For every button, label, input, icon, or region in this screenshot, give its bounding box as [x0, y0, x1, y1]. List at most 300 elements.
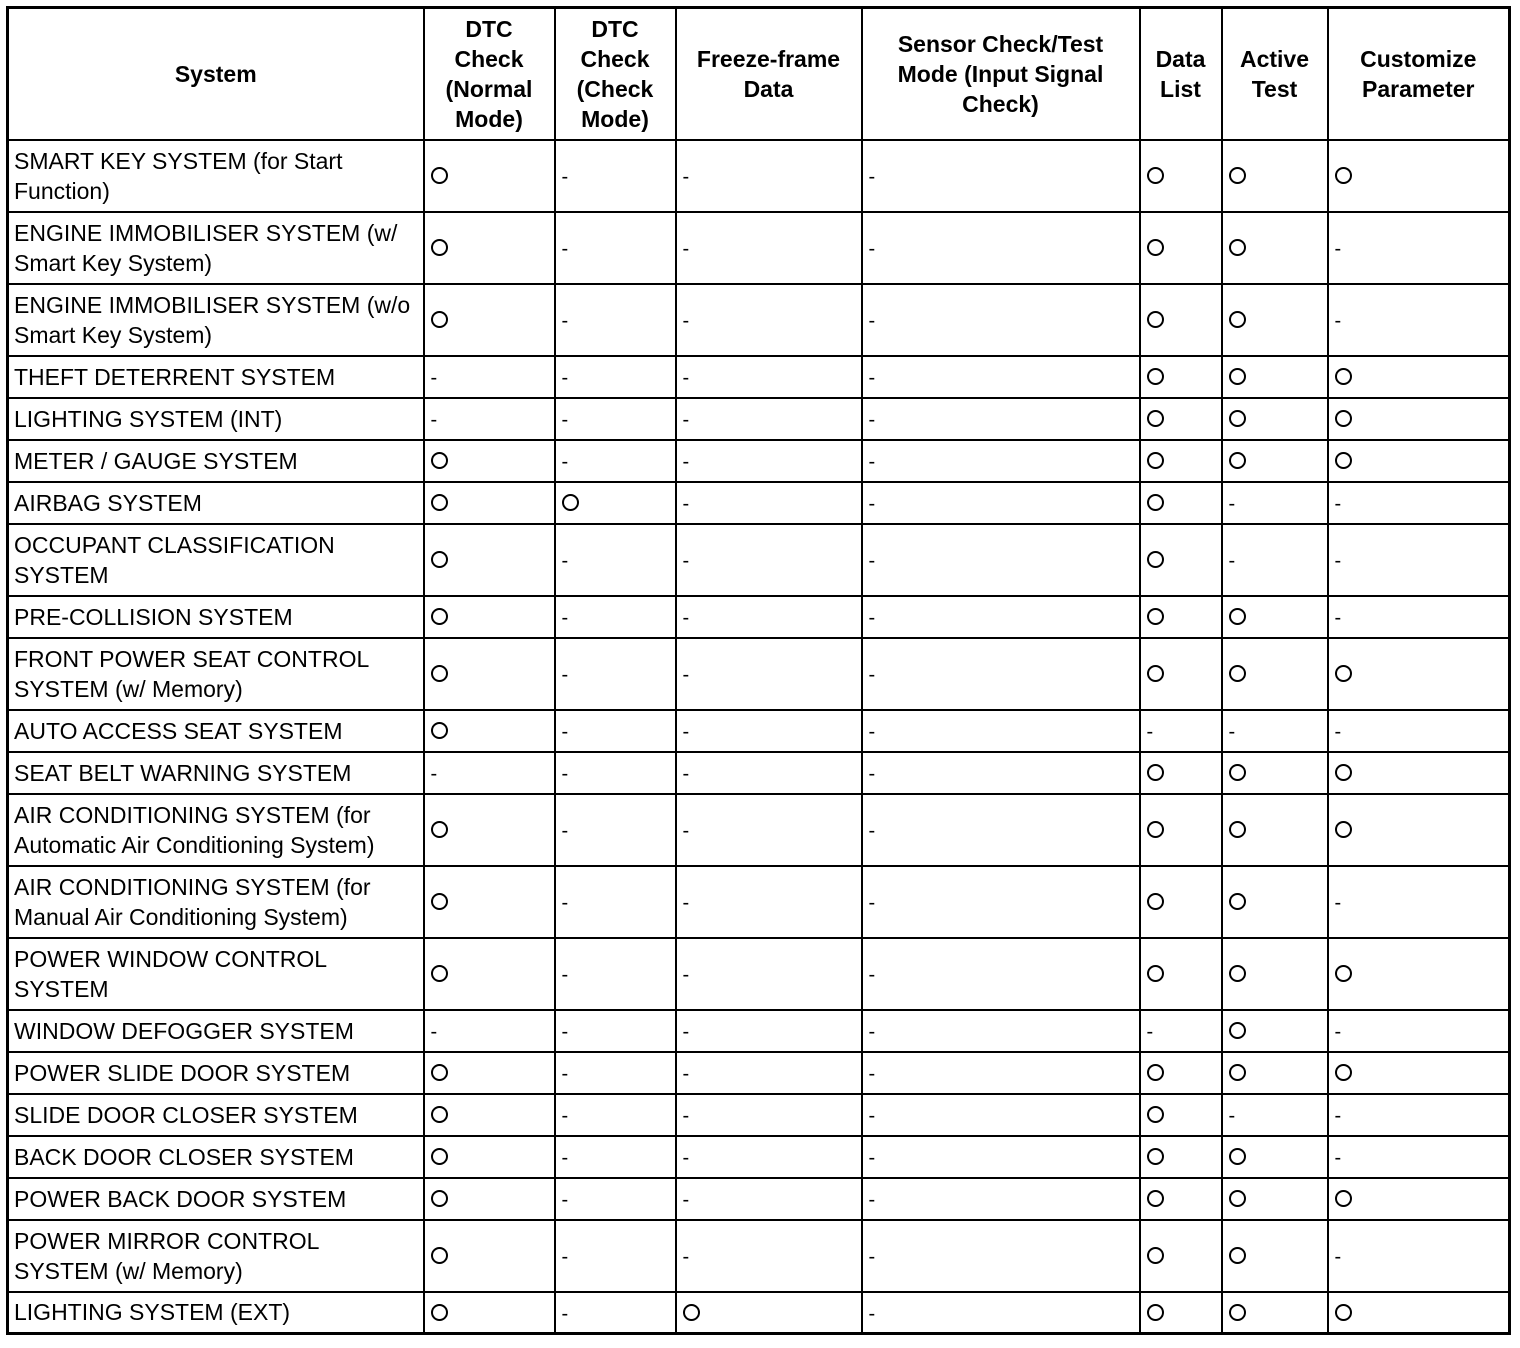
system-name-cell: SMART KEY SYSTEM (for Start Function): [8, 140, 424, 212]
table-row: [8, 482, 1510, 524]
not-available-dash: -: [682, 664, 690, 687]
sensor-check-cell: [862, 638, 1140, 710]
not-available-dash: -: [561, 367, 569, 390]
available-circle-icon: [1229, 665, 1246, 682]
sensor-check-cell: [862, 1178, 1140, 1220]
dtc-normal-cell: [424, 794, 555, 866]
table-body: [8, 140, 1510, 1334]
available-circle-icon: [431, 311, 448, 328]
customize-cell: [1328, 398, 1510, 440]
not-available-dash: -: [1334, 1105, 1342, 1128]
not-available-dash: -: [430, 763, 438, 786]
not-available-dash: -: [868, 310, 876, 333]
sensor-check-cell: [862, 794, 1140, 866]
dtc-check-cell: [555, 1094, 676, 1136]
data-list-cell: [1140, 794, 1222, 866]
not-available-dash: -: [868, 1105, 876, 1128]
not-available-dash: -: [868, 721, 876, 744]
available-circle-icon: [1229, 608, 1246, 625]
data-list-cell: [1140, 1292, 1222, 1334]
system-name-cell: METER / GAUGE SYSTEM: [8, 440, 424, 482]
not-available-dash: -: [868, 763, 876, 786]
active-test-cell: [1222, 794, 1328, 866]
not-available-dash: -: [561, 550, 569, 573]
system-name-cell: BACK DOOR CLOSER SYSTEM: [8, 1136, 424, 1178]
header-customize-parameter: Customize Parameter: [1328, 8, 1510, 140]
system-name-cell: SEAT BELT WARNING SYSTEM: [8, 752, 424, 794]
not-available-dash: -: [682, 964, 690, 987]
dtc-normal-cell: [424, 1052, 555, 1094]
not-available-dash: -: [430, 367, 438, 390]
dtc-normal-cell: [424, 1178, 555, 1220]
available-circle-icon: [1229, 452, 1246, 469]
dtc-check-cell: [555, 440, 676, 482]
dtc-check-cell: [555, 1052, 676, 1094]
dtc-normal-cell: [424, 1136, 555, 1178]
system-name-cell: LIGHTING SYSTEM (EXT): [8, 1292, 424, 1334]
freeze-frame-cell: [676, 752, 862, 794]
system-name-cell: AIR CONDITIONING SYSTEM (for Manual Air Conditioning System): [8, 866, 424, 938]
freeze-frame-cell: [676, 212, 862, 284]
active-test-cell: [1222, 140, 1328, 212]
active-test-cell: [1222, 1094, 1328, 1136]
available-circle-icon: [431, 1148, 448, 1165]
sensor-check-cell: [862, 1010, 1140, 1052]
system-name-cell: SLIDE DOOR CLOSER SYSTEM: [8, 1094, 424, 1136]
sensor-check-cell: [862, 524, 1140, 596]
system-name-cell: POWER MIRROR CONTROL SYSTEM (w/ Memory): [8, 1220, 424, 1292]
active-test-cell: [1222, 866, 1328, 938]
freeze-frame-cell: [676, 596, 862, 638]
data-list-cell: [1140, 524, 1222, 596]
available-circle-icon: [431, 1190, 448, 1207]
available-circle-icon: [1229, 410, 1246, 427]
system-name-cell: ENGINE IMMOBILISER SYSTEM (w/o Smart Key System): [8, 284, 424, 356]
data-list-cell: [1140, 1010, 1222, 1052]
customize-cell: [1328, 440, 1510, 482]
active-test-cell: [1222, 1220, 1328, 1292]
data-list-cell: [1140, 398, 1222, 440]
active-test-cell: [1222, 752, 1328, 794]
not-available-dash: -: [682, 721, 690, 744]
available-circle-icon: [1229, 764, 1246, 781]
available-circle-icon: [1147, 368, 1164, 385]
not-available-dash: -: [1228, 721, 1236, 744]
data-list-cell: [1140, 140, 1222, 212]
not-available-dash: -: [868, 238, 876, 261]
not-available-dash: -: [561, 607, 569, 630]
dtc-normal-cell: [424, 440, 555, 482]
not-available-dash: -: [561, 409, 569, 432]
not-available-dash: -: [868, 820, 876, 843]
available-circle-icon: [1335, 764, 1352, 781]
dtc-normal-cell: [424, 938, 555, 1010]
available-circle-icon: [431, 1064, 448, 1081]
customize-cell: [1328, 866, 1510, 938]
system-name-cell: AIRBAG SYSTEM: [8, 482, 424, 524]
customize-cell: [1328, 140, 1510, 212]
data-list-cell: [1140, 440, 1222, 482]
system-name-cell: ENGINE IMMOBILISER SYSTEM (w/ Smart Key System): [8, 212, 424, 284]
not-available-dash: -: [561, 820, 569, 843]
not-available-dash: -: [868, 166, 876, 189]
not-available-dash: -: [682, 367, 690, 390]
table-row: [8, 938, 1510, 1010]
available-circle-icon: [1229, 1064, 1246, 1081]
not-available-dash: -: [561, 664, 569, 687]
dtc-check-cell: [555, 710, 676, 752]
not-available-dash: -: [1334, 892, 1342, 915]
customize-cell: [1328, 212, 1510, 284]
customize-cell: [1328, 794, 1510, 866]
freeze-frame-cell: [676, 284, 862, 356]
dtc-check-cell: [555, 752, 676, 794]
data-list-cell: [1140, 1052, 1222, 1094]
freeze-frame-cell: [676, 866, 862, 938]
available-circle-icon: [1147, 410, 1164, 427]
available-circle-icon: [431, 1106, 448, 1123]
freeze-frame-cell: [676, 638, 862, 710]
available-circle-icon: [1147, 1247, 1164, 1264]
freeze-frame-cell: [676, 1292, 862, 1334]
table-row: [8, 596, 1510, 638]
system-name-cell: PRE-COLLISION SYSTEM: [8, 596, 424, 638]
freeze-frame-cell: [676, 710, 862, 752]
available-circle-icon: [1147, 239, 1164, 256]
customize-cell: [1328, 284, 1510, 356]
not-available-dash: -: [868, 409, 876, 432]
available-circle-icon: [1335, 1190, 1352, 1207]
not-available-dash: -: [561, 1147, 569, 1170]
available-circle-icon: [1147, 551, 1164, 568]
system-name-cell: OCCUPANT CLASSIFICATION SYSTEM: [8, 524, 424, 596]
available-circle-icon: [1147, 1106, 1164, 1123]
header-data-list: Data List: [1140, 8, 1222, 140]
dtc-check-cell: [555, 356, 676, 398]
not-available-dash: -: [868, 550, 876, 573]
sensor-check-cell: [862, 1292, 1140, 1334]
not-available-dash: -: [682, 1147, 690, 1170]
not-available-dash: -: [682, 892, 690, 915]
not-available-dash: -: [868, 493, 876, 516]
customize-cell: [1328, 1292, 1510, 1334]
not-available-dash: -: [561, 1303, 569, 1326]
data-list-cell: [1140, 1178, 1222, 1220]
available-circle-icon: [1147, 608, 1164, 625]
freeze-frame-cell: [676, 794, 862, 866]
not-available-dash: -: [561, 310, 569, 333]
dtc-check-cell: [555, 1010, 676, 1052]
freeze-frame-cell: [676, 140, 862, 212]
customize-cell: [1328, 524, 1510, 596]
customize-cell: [1328, 752, 1510, 794]
not-available-dash: -: [682, 310, 690, 333]
dtc-normal-cell: [424, 1094, 555, 1136]
table-row: [8, 212, 1510, 284]
header-freeze-frame-data: Freeze-frame Data: [676, 8, 862, 140]
dtc-check-cell: [555, 1220, 676, 1292]
sensor-check-cell: [862, 866, 1140, 938]
not-available-dash: -: [1334, 550, 1342, 573]
available-circle-icon: [1229, 821, 1246, 838]
not-available-dash: -: [1334, 238, 1342, 261]
not-available-dash: -: [1146, 721, 1154, 744]
not-available-dash: -: [682, 1063, 690, 1086]
not-available-dash: -: [682, 493, 690, 516]
available-circle-icon: [1229, 1022, 1246, 1039]
available-circle-icon: [431, 494, 448, 511]
freeze-frame-cell: [676, 1220, 862, 1292]
customize-cell: [1328, 1094, 1510, 1136]
system-name-cell: FRONT POWER SEAT CONTROL SYSTEM (w/ Memory): [8, 638, 424, 710]
system-name-cell: POWER SLIDE DOOR SYSTEM: [8, 1052, 424, 1094]
not-available-dash: -: [868, 1189, 876, 1212]
not-available-dash: -: [1334, 607, 1342, 630]
not-available-dash: -: [561, 1063, 569, 1086]
freeze-frame-cell: [676, 356, 862, 398]
available-circle-icon: [562, 494, 579, 511]
dtc-normal-cell: [424, 140, 555, 212]
table-row: [8, 794, 1510, 866]
active-test-cell: [1222, 638, 1328, 710]
dtc-check-cell: [555, 638, 676, 710]
diagnostic-function-table: [6, 6, 1511, 1335]
data-list-cell: [1140, 596, 1222, 638]
active-test-cell: [1222, 440, 1328, 482]
available-circle-icon: [1335, 1304, 1352, 1321]
sensor-check-cell: [862, 212, 1140, 284]
available-circle-icon: [431, 1304, 448, 1321]
available-circle-icon: [1229, 311, 1246, 328]
not-available-dash: -: [1334, 493, 1342, 516]
not-available-dash: -: [1228, 550, 1236, 573]
available-circle-icon: [1229, 1247, 1246, 1264]
not-available-dash: -: [682, 451, 690, 474]
not-available-dash: -: [682, 820, 690, 843]
system-name-cell: AUTO ACCESS SEAT SYSTEM: [8, 710, 424, 752]
table-row: [8, 440, 1510, 482]
table-row: [8, 524, 1510, 596]
freeze-frame-cell: [676, 938, 862, 1010]
header-dtc-check-normal-mode: DTC Check (Normal Mode): [424, 8, 555, 140]
not-available-dash: -: [868, 451, 876, 474]
dtc-normal-cell: [424, 1220, 555, 1292]
available-circle-icon: [1147, 1148, 1164, 1165]
sensor-check-cell: [862, 356, 1140, 398]
header-active-test: Active Test: [1222, 8, 1328, 140]
available-circle-icon: [1335, 410, 1352, 427]
dtc-check-cell: [555, 482, 676, 524]
system-name-cell: THEFT DETERRENT SYSTEM: [8, 356, 424, 398]
dtc-normal-cell: [424, 710, 555, 752]
data-list-cell: [1140, 752, 1222, 794]
dtc-normal-cell: [424, 866, 555, 938]
available-circle-icon: [1335, 821, 1352, 838]
available-circle-icon: [1147, 764, 1164, 781]
header-sensor-check: Sensor Check/Test Mode (Input Signal Check): [862, 8, 1140, 140]
available-circle-icon: [1147, 494, 1164, 511]
data-list-cell: [1140, 1136, 1222, 1178]
system-name-cell: WINDOW DEFOGGER SYSTEM: [8, 1010, 424, 1052]
dtc-normal-cell: [424, 752, 555, 794]
active-test-cell: [1222, 284, 1328, 356]
active-test-cell: [1222, 1136, 1328, 1178]
data-list-cell: [1140, 212, 1222, 284]
not-available-dash: -: [682, 1189, 690, 1212]
active-test-cell: [1222, 398, 1328, 440]
dtc-normal-cell: [424, 482, 555, 524]
not-available-dash: -: [682, 607, 690, 630]
available-circle-icon: [431, 893, 448, 910]
table-row: [8, 1136, 1510, 1178]
freeze-frame-cell: [676, 482, 862, 524]
active-test-cell: [1222, 938, 1328, 1010]
customize-cell: [1328, 356, 1510, 398]
customize-cell: [1328, 938, 1510, 1010]
freeze-frame-cell: [676, 524, 862, 596]
available-circle-icon: [1335, 368, 1352, 385]
dtc-check-cell: [555, 524, 676, 596]
sensor-check-cell: [862, 1052, 1140, 1094]
dtc-normal-cell: [424, 356, 555, 398]
system-name-cell: POWER WINDOW CONTROL SYSTEM: [8, 938, 424, 1010]
freeze-frame-cell: [676, 1094, 862, 1136]
table-row: [8, 356, 1510, 398]
not-available-dash: -: [430, 1021, 438, 1044]
data-list-cell: [1140, 356, 1222, 398]
active-test-cell: [1222, 524, 1328, 596]
available-circle-icon: [1147, 665, 1164, 682]
dtc-normal-cell: [424, 524, 555, 596]
available-circle-icon: [1147, 311, 1164, 328]
available-circle-icon: [1335, 167, 1352, 184]
dtc-normal-cell: [424, 398, 555, 440]
dtc-check-cell: [555, 866, 676, 938]
available-circle-icon: [1147, 167, 1164, 184]
available-circle-icon: [1229, 1148, 1246, 1165]
available-circle-icon: [683, 1304, 700, 1321]
not-available-dash: -: [682, 166, 690, 189]
data-list-cell: [1140, 710, 1222, 752]
data-list-cell: [1140, 938, 1222, 1010]
freeze-frame-cell: [676, 1178, 862, 1220]
not-available-dash: -: [868, 664, 876, 687]
sensor-check-cell: [862, 1136, 1140, 1178]
table-row: [8, 752, 1510, 794]
not-available-dash: -: [868, 1147, 876, 1170]
not-available-dash: -: [868, 1063, 876, 1086]
not-available-dash: -: [1228, 1105, 1236, 1128]
not-available-dash: -: [868, 607, 876, 630]
available-circle-icon: [1147, 893, 1164, 910]
sensor-check-cell: [862, 140, 1140, 212]
header-dtc-check-check-mode: DTC Check (Check Mode): [555, 8, 676, 140]
not-available-dash: -: [682, 1246, 690, 1269]
not-available-dash: -: [561, 964, 569, 987]
not-available-dash: -: [1334, 1021, 1342, 1044]
sensor-check-cell: [862, 398, 1140, 440]
active-test-cell: [1222, 1010, 1328, 1052]
freeze-frame-cell: [676, 1052, 862, 1094]
customize-cell: [1328, 1178, 1510, 1220]
sensor-check-cell: [862, 710, 1140, 752]
active-test-cell: [1222, 710, 1328, 752]
not-available-dash: -: [868, 1246, 876, 1269]
not-available-dash: -: [561, 1189, 569, 1212]
active-test-cell: [1222, 212, 1328, 284]
data-list-cell: [1140, 482, 1222, 524]
available-circle-icon: [1147, 965, 1164, 982]
available-circle-icon: [1229, 239, 1246, 256]
available-circle-icon: [1229, 965, 1246, 982]
sensor-check-cell: [862, 752, 1140, 794]
dtc-check-cell: [555, 284, 676, 356]
not-available-dash: -: [561, 451, 569, 474]
not-available-dash: -: [1334, 310, 1342, 333]
available-circle-icon: [431, 452, 448, 469]
dtc-check-cell: [555, 140, 676, 212]
not-available-dash: -: [868, 367, 876, 390]
available-circle-icon: [1229, 368, 1246, 385]
not-available-dash: -: [561, 1246, 569, 1269]
not-available-dash: -: [682, 1105, 690, 1128]
available-circle-icon: [1147, 452, 1164, 469]
available-circle-icon: [1335, 1064, 1352, 1081]
dtc-check-cell: [555, 398, 676, 440]
not-available-dash: -: [1334, 721, 1342, 744]
available-circle-icon: [1335, 665, 1352, 682]
active-test-cell: [1222, 482, 1328, 524]
not-available-dash: -: [561, 166, 569, 189]
dtc-check-cell: [555, 794, 676, 866]
dtc-normal-cell: [424, 638, 555, 710]
table-row: [8, 1178, 1510, 1220]
not-available-dash: -: [561, 1021, 569, 1044]
not-available-dash: -: [868, 892, 876, 915]
table-row: [8, 1220, 1510, 1292]
table-row: [8, 638, 1510, 710]
available-circle-icon: [1229, 893, 1246, 910]
not-available-dash: -: [1334, 1147, 1342, 1170]
data-list-cell: [1140, 1220, 1222, 1292]
table-row: [8, 1052, 1510, 1094]
customize-cell: [1328, 596, 1510, 638]
active-test-cell: [1222, 1292, 1328, 1334]
sensor-check-cell: [862, 284, 1140, 356]
not-available-dash: -: [561, 892, 569, 915]
freeze-frame-cell: [676, 1136, 862, 1178]
table-row: [8, 1010, 1510, 1052]
header-row: [8, 8, 1510, 140]
sensor-check-cell: [862, 938, 1140, 1010]
table-row: [8, 140, 1510, 212]
customize-cell: [1328, 1010, 1510, 1052]
available-circle-icon: [1147, 1064, 1164, 1081]
table-row: [8, 710, 1510, 752]
available-circle-icon: [1229, 1190, 1246, 1207]
not-available-dash: -: [868, 1303, 876, 1326]
not-available-dash: -: [1228, 493, 1236, 516]
available-circle-icon: [431, 551, 448, 568]
available-circle-icon: [1229, 1304, 1246, 1321]
table-row: [8, 1094, 1510, 1136]
dtc-check-cell: [555, 596, 676, 638]
available-circle-icon: [431, 965, 448, 982]
available-circle-icon: [1147, 821, 1164, 838]
available-circle-icon: [431, 821, 448, 838]
dtc-check-cell: [555, 212, 676, 284]
header-system: System: [8, 8, 424, 140]
